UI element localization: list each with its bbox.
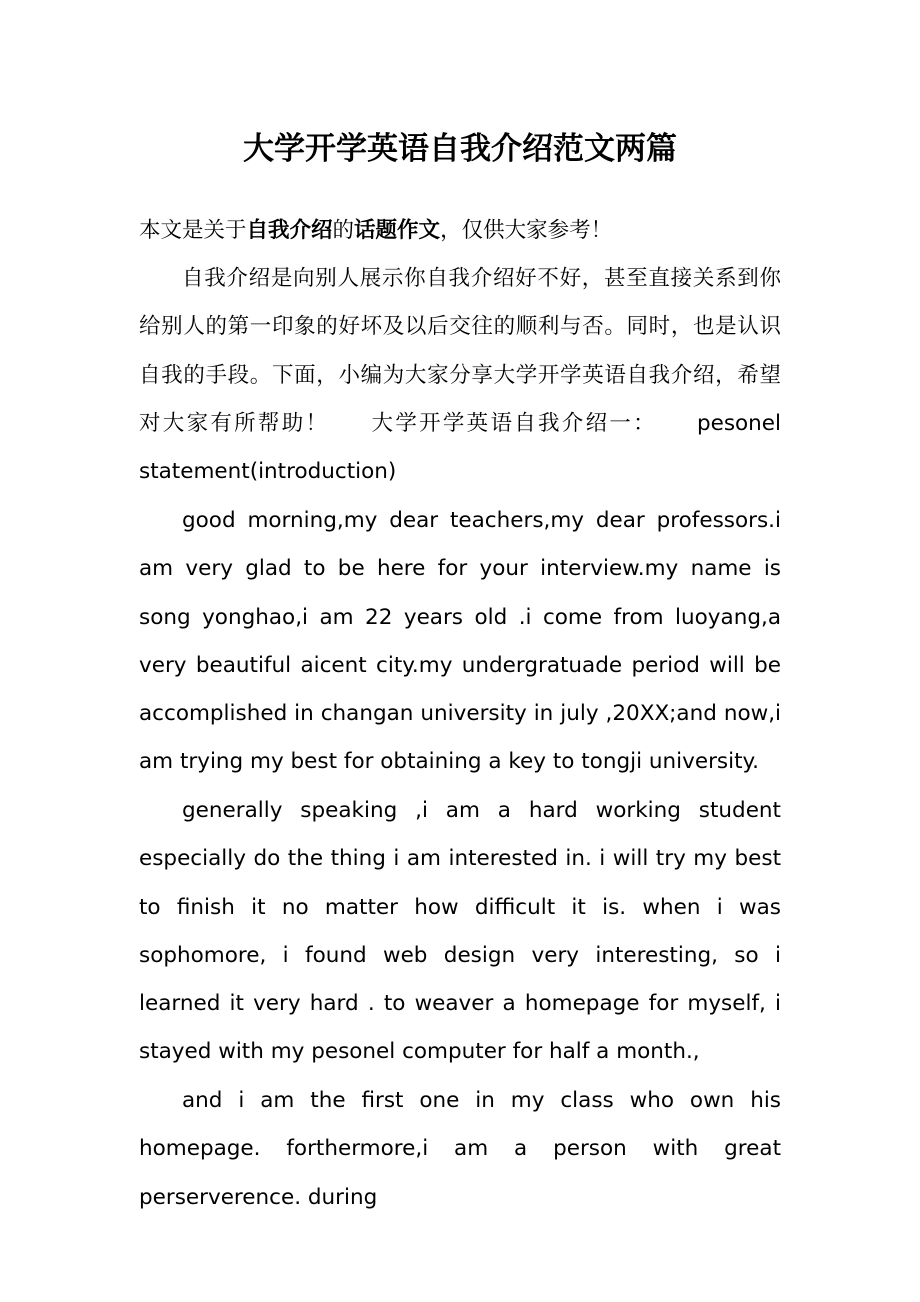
intro-prefix: 本文是关于 [139,218,247,243]
intro-keyword-self-introduction: 自我介绍 [246,218,333,243]
paragraph-1-english: pesonel statement(introduction) [139,410,781,485]
paragraph-2: good morning,my dear teachers,my dear professors.i am very glad to be here for your interview.my name is song yonghao,i am 22 years old .i come from luoyang,a very beautiful aicent city.my undergratuade period will be accomplished in changan university in july ,20XX;and now,i am trying my best for obtaining a key to tongji university. [139,508,781,775]
intro-middle: 的 [332,218,355,243]
paragraph-3: generally speaking ,i am a hard working student especially do the thing i am interested in. i will try my best to finish it no matter how difficult it is. when i was sophomore, i found web design very interesting, so i learned it very hard . to weaver a homepage for myself, i stayed with my pesonel computer for half a month., [139,798,781,1065]
paragraph-1-heading: 大学开学英语自我介绍一： [369,410,657,436]
intro-suffix: ，仅供大家参考！ [440,218,613,243]
intro-keyword-topic-essay: 话题作文 [354,218,441,243]
paragraph-1 [139,255,781,496]
intro-line [139,207,781,255]
paragraph-1-main: 自我介绍是向别人展示你自我介绍好不好，甚至直接关系到你给别人的第一印象的好坏及以后交往的顺利与否。同时，也是认识自我的手段。下面，小编为大家分享大学开学英语自我介绍，希望对大家有所帮助！ [139,266,781,436]
paragraph-4: and i am the first one in my class who own his homepage. forthermore,i am a person with great perserverence. during [139,1088,781,1210]
document-title: 大学开学英语自我介绍范文两篇 [243,131,677,167]
